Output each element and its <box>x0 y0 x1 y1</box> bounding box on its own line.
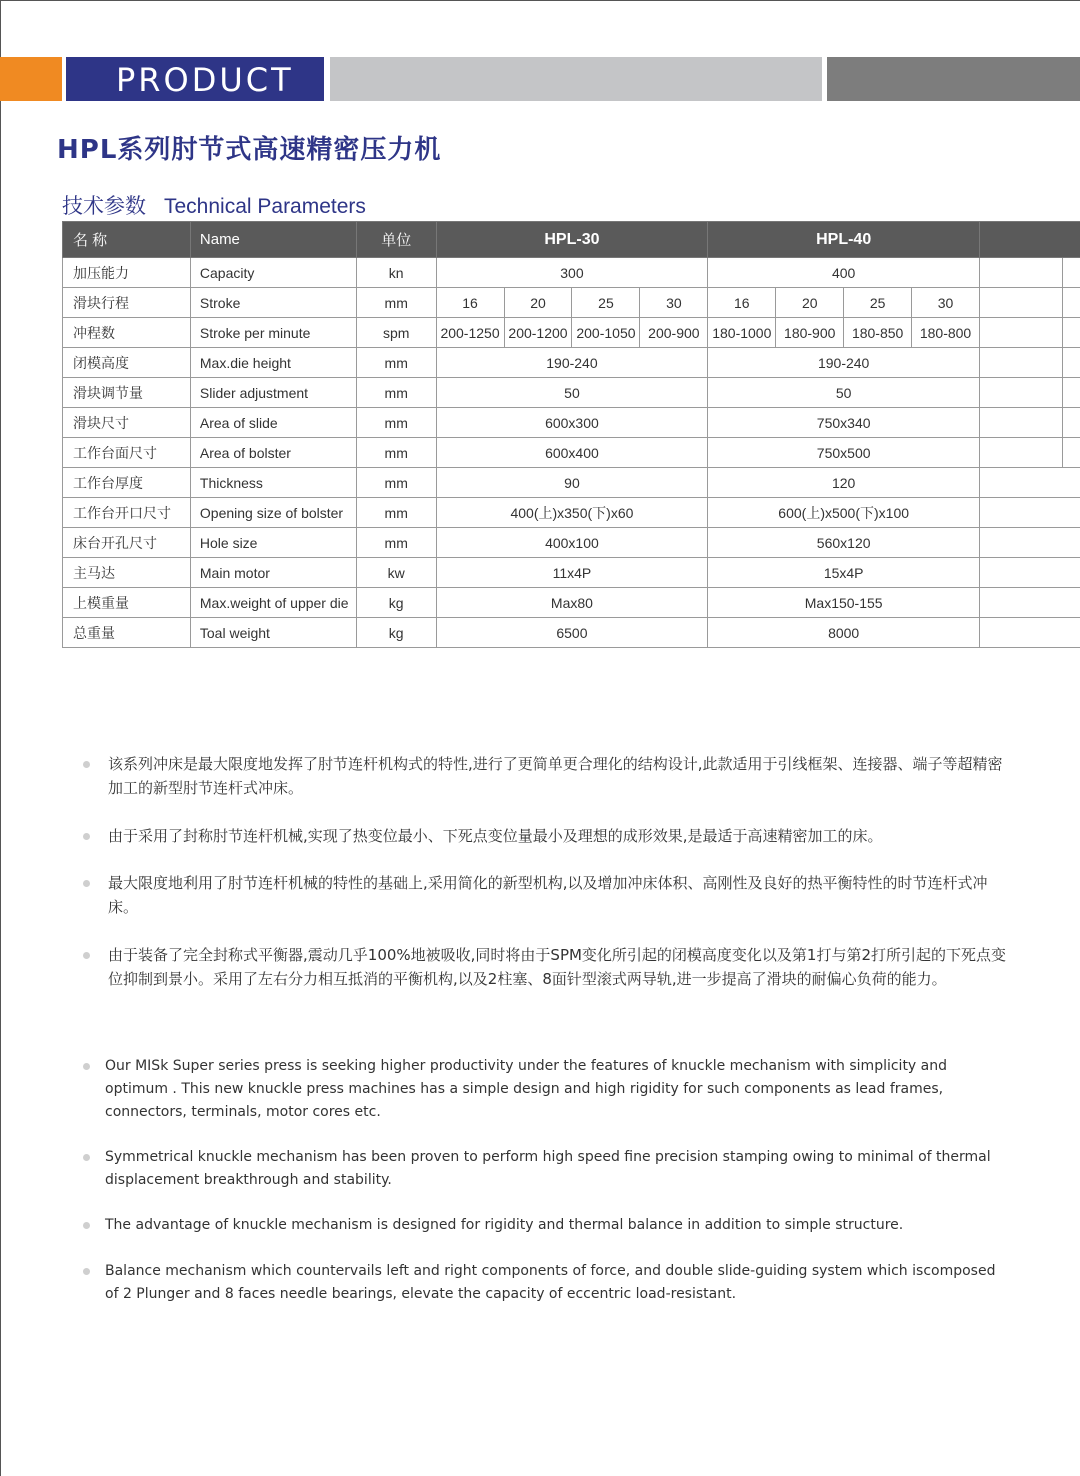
header-name-en: Name <box>190 222 356 258</box>
row-name-en: Main motor <box>190 558 356 588</box>
row-name-cn: 滑块调节量 <box>63 378 191 408</box>
feature-text: Our MISk Super series press is seeking higher productivity under the features of knuckle mechanism with simplicity and optimum . This new knuckle press machines has a simple design and high rigidity for such components as lead frames, connectors, terminals, motor cores etc. <box>105 1058 948 1120</box>
bullet-dot-icon <box>83 761 90 768</box>
page-border-left <box>0 0 1 1476</box>
table-row <box>63 618 1080 648</box>
header-label: PRODUCT <box>116 61 294 99</box>
table-row <box>63 258 1080 288</box>
row-unit: spm <box>356 318 436 348</box>
cell-hpl30: 200-1200 <box>504 318 572 348</box>
row-unit: mm <box>356 528 436 558</box>
feature-text: Balance mechanism which countervails left and right components of force, and double slide-guiding system which iscomposed of 2 Plunger and 8 faces needle bearings, elevate the capacity of eccentric load-resistant. <box>105 1263 996 1302</box>
cell-filler <box>1062 288 1080 318</box>
row-name-en: Capacity <box>190 258 356 288</box>
cell-hpl40: 50 <box>708 378 980 408</box>
table-row <box>63 528 1080 558</box>
cell-filler <box>980 558 1080 588</box>
row-unit: mm <box>356 348 436 378</box>
row-name-en: Area of bolster <box>190 438 356 468</box>
table-row <box>63 588 1080 618</box>
cell-extra <box>980 408 1063 438</box>
cell-filler <box>1062 378 1080 408</box>
feature-text: 最大限度地利用了肘节连杆机械的特性的基础上,采用简化的新型机构,以及增加冲床体积、高刚性及良好的热平衡特性的时节连杆式冲床。 <box>108 874 988 916</box>
cell-filler <box>980 498 1080 528</box>
table-row <box>63 438 1080 468</box>
table-row <box>63 408 1080 438</box>
cell-filler <box>1062 408 1080 438</box>
cell-hpl40: 750x500 <box>708 438 980 468</box>
row-name-cn: 上模重量 <box>63 588 191 618</box>
cell-hpl30: 30 <box>640 288 708 318</box>
cell-hpl40: 8000 <box>708 618 980 648</box>
cell-hpl30: 25 <box>572 288 640 318</box>
bullet-dot-icon <box>83 1222 90 1229</box>
cell-hpl40: 190-240 <box>708 348 980 378</box>
bullet-dot-icon <box>83 833 90 840</box>
section-title <box>62 190 366 220</box>
cell-hpl30: 90 <box>436 468 708 498</box>
cell-hpl40: 180-850 <box>844 318 912 348</box>
row-unit: mm <box>356 438 436 468</box>
table-row <box>63 468 1080 498</box>
cell-filler <box>1062 438 1080 468</box>
bullet-dot-icon <box>83 1063 90 1070</box>
cell-hpl40: 400 <box>708 258 980 288</box>
cell-filler <box>1062 318 1080 348</box>
row-name-en: Stroke <box>190 288 356 318</box>
row-name-en: Max.weight of upper die <box>190 588 356 618</box>
row-unit: mm <box>356 408 436 438</box>
table-row <box>63 558 1080 588</box>
cell-extra <box>980 318 1063 348</box>
cell-hpl30: 200-1250 <box>436 318 504 348</box>
cell-extra <box>980 258 1063 288</box>
feature-text: 该系列冲床是最大限度地发挥了肘节连杆机构式的特性,进行了更简单更合理化的结构设计,此款适用于引线框架、连接器、端子等超精密加工的新型肘节连杆式冲床。 <box>108 755 1003 797</box>
cell-extra <box>980 288 1063 318</box>
row-name-en: Max.die height <box>190 348 356 378</box>
cell-hpl40: 180-900 <box>776 318 844 348</box>
cell-hpl30: 600x400 <box>436 438 708 468</box>
bullet-dot-icon <box>83 952 90 959</box>
row-name-cn: 闭模高度 <box>63 348 191 378</box>
cell-hpl30: 6500 <box>436 618 708 648</box>
row-unit: mm <box>356 468 436 498</box>
table-row <box>63 318 1080 348</box>
row-name-cn: 工作台面尺寸 <box>63 438 191 468</box>
cell-filler <box>980 468 1080 498</box>
cell-hpl40: Max150-155 <box>708 588 980 618</box>
row-unit: mm <box>356 378 436 408</box>
cell-hpl40: 180-800 <box>912 318 980 348</box>
row-unit: kn <box>356 258 436 288</box>
cell-hpl40: 750x340 <box>708 408 980 438</box>
cell-filler <box>1062 258 1080 288</box>
row-name-en: Opening size of bolster <box>190 498 356 528</box>
product-title: HPL系列肘节式高速精密压力机 <box>57 135 442 165</box>
cell-hpl30: 400(上)x350(下)x60 <box>436 498 708 528</box>
header-gray-bar <box>330 57 822 101</box>
row-unit: kw <box>356 558 436 588</box>
row-unit: kg <box>356 618 436 648</box>
cell-filler <box>980 618 1080 648</box>
header-model-hpl40: HPL-40 <box>708 222 980 258</box>
row-unit: mm <box>356 498 436 528</box>
row-name-cn: 冲程数 <box>63 318 191 348</box>
cell-filler <box>980 588 1080 618</box>
table-row <box>63 378 1080 408</box>
header-accent-block <box>0 57 62 101</box>
cell-hpl40: 600(上)x500(下)x100 <box>708 498 980 528</box>
cell-hpl30: 190-240 <box>436 348 708 378</box>
header-filler <box>980 222 1080 258</box>
row-name-cn: 滑块尺寸 <box>63 408 191 438</box>
cell-extra <box>980 378 1063 408</box>
cell-hpl30: 20 <box>504 288 572 318</box>
cell-filler <box>980 528 1080 558</box>
bullet-dot-icon <box>83 1268 90 1275</box>
cell-hpl30: 600x300 <box>436 408 708 438</box>
feature-text: 由于采用了封称肘节连杆机械,实现了热变位最小、下死点变位量最小及理想的成形效果,是最适于高速精密加工的床。 <box>108 827 883 845</box>
cell-hpl40: 120 <box>708 468 980 498</box>
row-name-cn: 工作台开口尺寸 <box>63 498 191 528</box>
row-name-en: Toal weight <box>190 618 356 648</box>
cell-hpl40: 16 <box>708 288 776 318</box>
row-name-en: Stroke per minute <box>190 318 356 348</box>
section-title-en: Technical Parameters <box>164 195 366 218</box>
cell-hpl30: 11x4P <box>436 558 708 588</box>
page-border-top <box>0 0 1080 1</box>
header-name-cn: 名 称 <box>63 222 191 258</box>
cell-hpl40: 20 <box>776 288 844 318</box>
spec-table <box>62 221 1080 648</box>
row-name-cn: 滑块行程 <box>63 288 191 318</box>
table-row <box>63 348 1080 378</box>
feature-text: Symmetrical knuckle mechanism has been proven to perform high speed fine precision stamping owing to minimal of thermal displacement breakthrough and stability. <box>105 1149 991 1188</box>
cell-hpl40: 180-1000 <box>708 318 776 348</box>
row-name-cn: 加压能力 <box>63 258 191 288</box>
table-header-row <box>63 222 1080 258</box>
table-row <box>63 498 1080 528</box>
cell-hpl30: 200-900 <box>640 318 708 348</box>
section-title-cn: 技术参数 <box>62 194 146 218</box>
cell-hpl30: 300 <box>436 258 708 288</box>
table-row <box>63 288 1080 318</box>
bullet-dot-icon <box>83 1154 90 1161</box>
cell-hpl30: 50 <box>436 378 708 408</box>
cell-hpl40: 25 <box>844 288 912 318</box>
row-name-cn: 工作台厚度 <box>63 468 191 498</box>
cell-extra <box>980 438 1063 468</box>
cell-hpl40: 560x120 <box>708 528 980 558</box>
row-name-cn: 床台开孔尺寸 <box>63 528 191 558</box>
row-name-en: Slider adjustment <box>190 378 356 408</box>
feature-text: 由于装备了完全封称式平衡器,震动几乎100%地被吸收,同时将由于SPM变化所引起的闭模高度变化以及第1打与第2打所引起的下死点变位抑制到景小。采用了左右分力相互抵消的平衡机构,以及2柱塞、8面针型滚式两导轨,进一步提高了滑块的耐偏心负荷的能力。 <box>108 946 1007 988</box>
cell-hpl40: 15x4P <box>708 558 980 588</box>
row-unit: kg <box>356 588 436 618</box>
row-name-en: Thickness <box>190 468 356 498</box>
cell-hpl30: 16 <box>436 288 504 318</box>
row-name-cn: 总重量 <box>63 618 191 648</box>
header-unit: 单位 <box>356 222 436 258</box>
header-model-hpl30: HPL-30 <box>436 222 708 258</box>
cell-extra <box>980 348 1063 378</box>
row-name-en: Hole size <box>190 528 356 558</box>
cell-hpl30: 400x100 <box>436 528 708 558</box>
header-dark-gray-bar <box>827 57 1080 101</box>
row-name-en: Area of slide <box>190 408 356 438</box>
cell-hpl30: 200-1050 <box>572 318 640 348</box>
header-product-banner <box>66 57 324 101</box>
row-name-cn: 主马达 <box>63 558 191 588</box>
row-unit: mm <box>356 288 436 318</box>
feature-text: The advantage of knuckle mechanism is designed for rigidity and thermal balance in addition to simple structure. <box>105 1217 904 1233</box>
cell-hpl30: Max80 <box>436 588 708 618</box>
cell-hpl40: 30 <box>912 288 980 318</box>
bullet-dot-icon <box>83 880 90 887</box>
cell-filler <box>1062 348 1080 378</box>
